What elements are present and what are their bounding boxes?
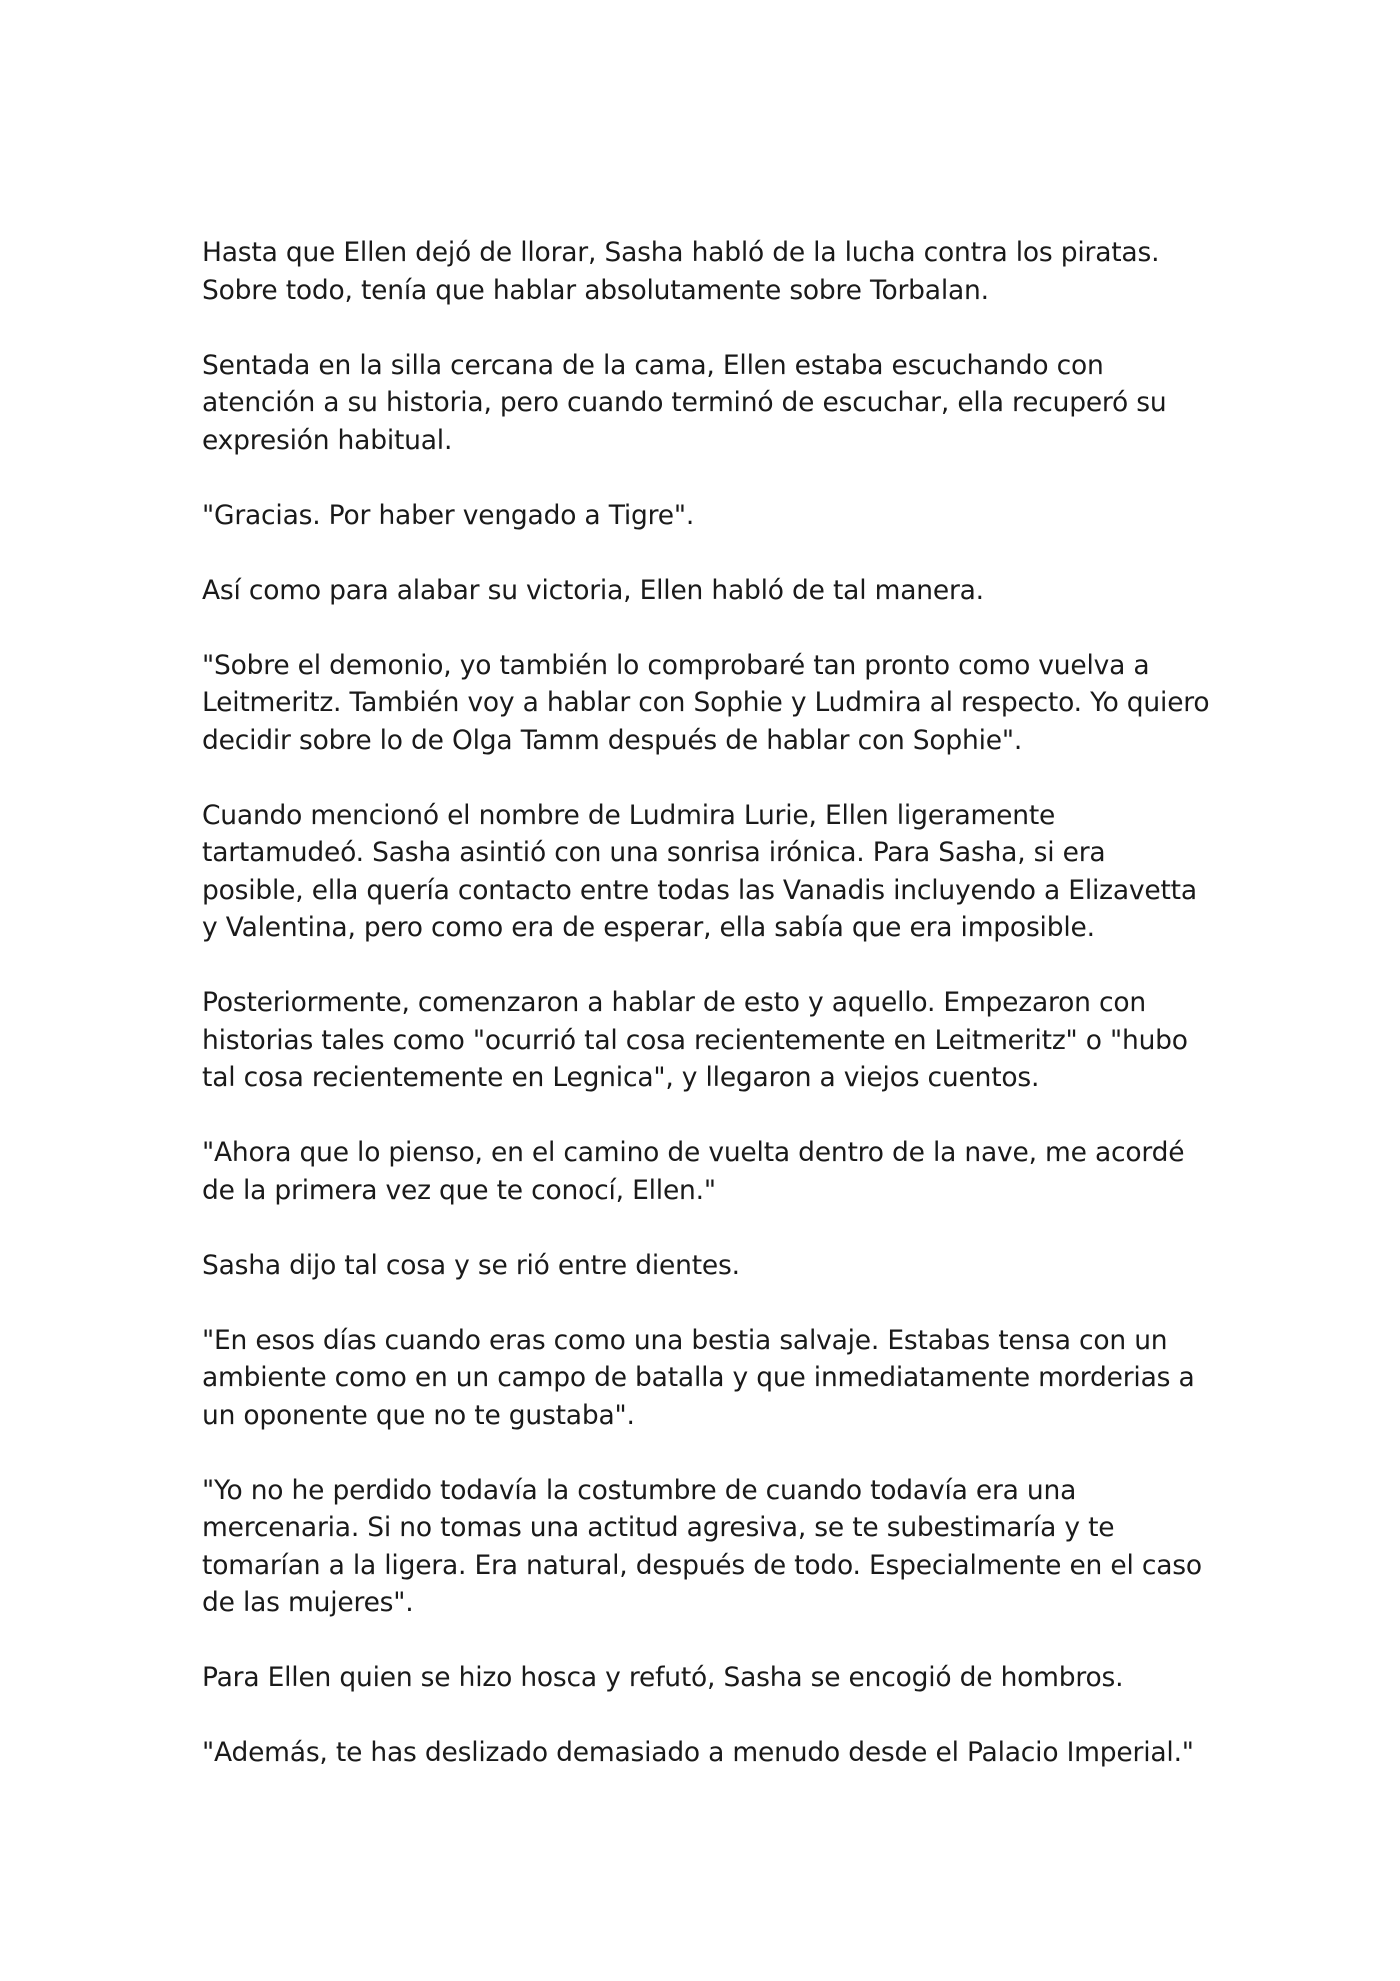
document-body — [202, 234, 1212, 1772]
paragraph: "Sobre el demonio, yo también lo comprobaré tan pronto como vuelva a Leitmeritz. También voy a hablar con Sophie y Ludmira al respecto. Yo quiero decidir sobre lo de Olga Tamm después de hablar con Sophie". — [202, 649, 1210, 756]
paragraph: Para Ellen quien se hizo hosca y refutó, Sasha se encogió de hombros. — [202, 1662, 1124, 1693]
paragraph: "En esos días cuando eras como una bestia salvaje. Estabas tensa con un ambiente como en un campo de batalla y que inmediatamente morderias a un oponente que no te gustaba". — [202, 1324, 1195, 1431]
paragraph: "Además, te has deslizado demasiado a menudo desde el Palacio Imperial." — [202, 1737, 1194, 1768]
paragraph: Sasha dijo tal cosa y se rió entre dientes. — [202, 1249, 740, 1281]
paragraph: Cuando mencionó el nombre de Ludmira Lurie, Ellen ligeramente tartamudeó. Sasha asintió con una sonrisa irónica. Para Sasha, si era posible, ella quería contacto entre todas las Vanadis incluyendo a Elizavetta y Valentina, pero como era de esperar, ella sabía que era imposible. — [202, 799, 1197, 943]
paragraph: Hasta que Ellen dejó de llorar, Sasha habló de la lucha contra los piratas. Sobre todo, tenía que hablar absolutamente sobre Torbalan. — [202, 237, 1160, 306]
paragraph: "Yo no he perdido todavía la costumbre de cuando todavía era una mercenaria. Si no tomas una actitud agresiva, se te subestimaría y te tomarían a la ligera. Era natural, después de todo. Especialmente en el caso de las mujeres". — [202, 1474, 1202, 1618]
paragraph: "Gracias. Por haber vengado a Tigre". — [202, 499, 695, 531]
paragraph: Así como para alabar su victoria, Ellen habló de tal manera. — [202, 574, 984, 606]
paragraph: Posteriormente, comenzaron a hablar de esto y aquello. Empezaron con historias tales como "ocurrió tal cosa recientemente en Leitmeritz" o "hubo tal cosa recientemente en Legnica", y llegaron a viejos cuentos. — [202, 987, 1188, 1093]
paragraph: Sentada en la silla cercana de la cama, Ellen estaba escuchando con atención a su historia, pero cuando terminó de escuchar, ella recuperó su expresión habitual. — [202, 349, 1167, 456]
paragraph: "Ahora que lo pienso, en el camino de vuelta dentro de la nave, me acordé de la primera vez que te conocí, Ellen." — [202, 1137, 1185, 1206]
